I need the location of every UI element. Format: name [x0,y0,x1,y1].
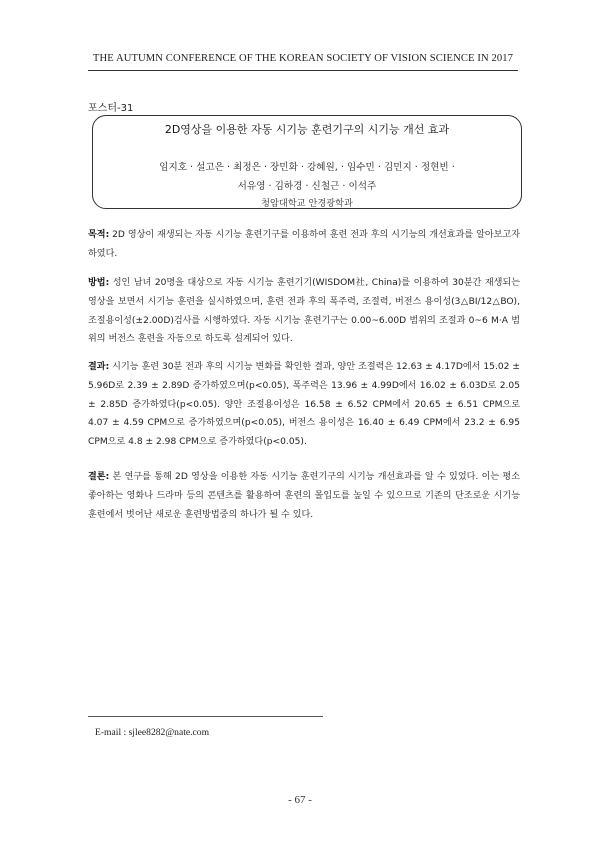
section-result [88,358,520,452]
section-purpose-label: 목적: [88,230,110,240]
page-number: - 67 - [288,794,312,806]
section-conclusion-label: 결론: [88,472,110,482]
section-result-label: 결과: [88,362,110,372]
contact-email: E-mail : sjlee8282@nate.com [95,727,210,738]
author-list-line-2: 서유영 · 김하경 · 신철근 · 이석주 [237,181,377,192]
poster-id: 포스터-31 [88,103,134,114]
section-conclusion [88,468,520,524]
section-conclusion-text: 본 연구를 통해 2D 영상을 이용한 자동 시기능 훈련기구의 시기능 개선효과를 알 수 있었다. 이는 평소 좋아하는 영화나 드라마 등의 콘텐츠를 활용하여 훈련의 몰입도를 높일 수 있으므로 기존의 단조로운 시기능 훈련에서 벗어난 새로운 훈련방법중의 하나가 될 수 있다. [88,472,520,520]
conference-header: THE AUTUMN CONFERENCE OF THE KOREAN SOCIETY OF VISION SCIENCE IN 2017 [92,53,514,64]
affiliation: 청암대학교 안경광학과 [261,198,353,209]
footnote-divider [88,716,323,717]
section-result-text: 시기능 훈련 30분 전과 후의 시기능 변화를 확인한 결과, 양안 조절력은 12.63 ± 4.17D에서 15.02 ± 5.96D로 2.39 ± 2.89D 증가하였으며(p<0.05), 폭주력은 13.96 ± 4.99D에서 16.02 ± 6.03D로 2.05 ± 2.85D 증가하였다(p<0.05). 양안 조절용이성은 16.58 ± 6.52 CPM에서 20.65 ± 6.51 CPM으로 4.07 ± 4.59 CPM으로 증가하였으며(p<0.05), 버전스 용이성은 16.40 ± 6.49 CPM에서 23.2 ± 6.95 CPM으로 4.8 ± 2.98 CPM으로 증가하였다(p<0.05). [88,362,520,448]
section-method-label: 방법: [88,278,110,288]
section-purpose-text: 2D 영상이 재생되는 자동 시기능 훈련기구를 이용하여 훈련 전과 후의 시기능의 개선효과를 알아보고자 하였다. [88,230,520,259]
title-box [92,115,522,209]
section-purpose [88,226,520,264]
paper-title: 2D영상을 이용한 자동 시기능 훈련기구의 시기능 개선 효과 [164,123,450,136]
section-method-text: 성인 남녀 20명을 대상으로 자동 시기능 훈련기기(WISDOM社, China)를 이용하여 30분간 재생되는 영상을 보면서 시기능 훈련을 실시하였으며, 훈련 전과 후의 폭주력, 조절력, 버전스 용이성(3△BI/12△BO), 조절용이성(±2.00D)검사를 시행하였다. 자동 시기능 훈련기구는 0.00~6.00D 범위의 조절과 0~6 M·A 범위의 버전스 훈련을 자동으로 하도록 설계되어 있다. [88,278,520,345]
section-method [88,274,520,349]
header-divider [88,70,518,71]
author-list-line-1: 임지호 · 설고은 · 최정은 · 장민화 · 강혜원, · 임수민 · 김민지 · 정현빈 · [159,162,455,173]
